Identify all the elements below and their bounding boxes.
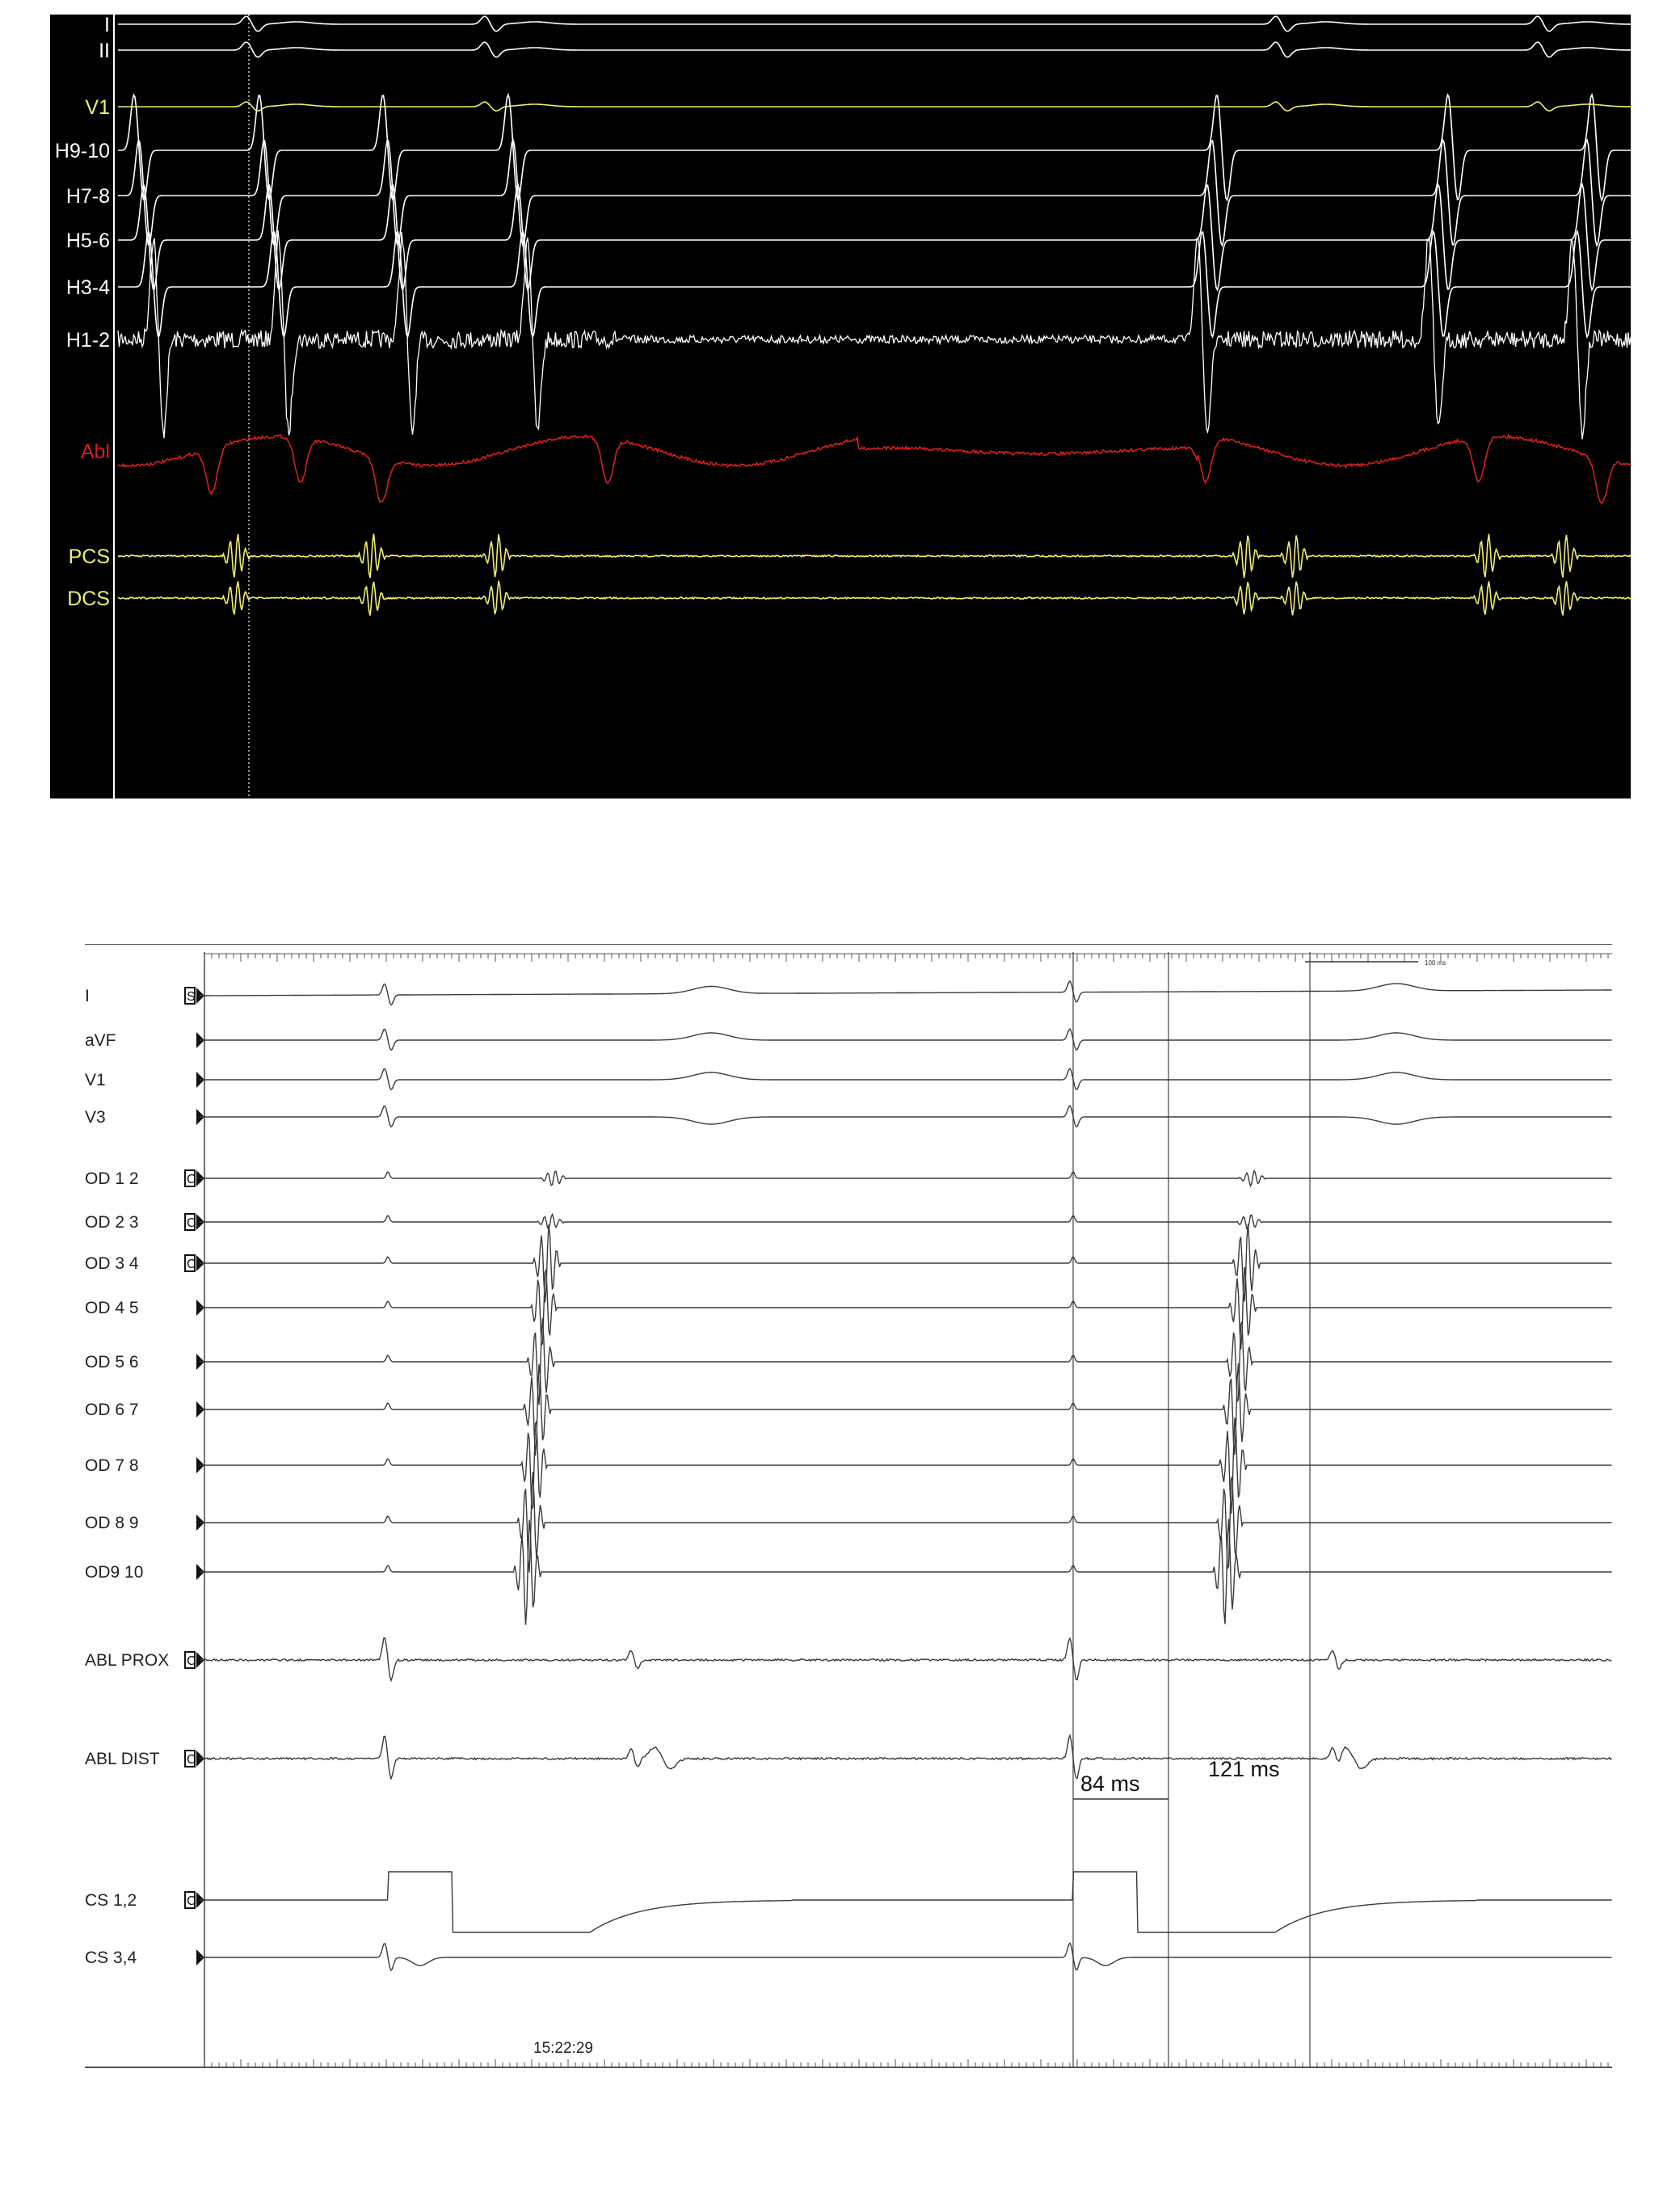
channel-label-dcs: DCS [67,588,110,610]
channel-label-od-3-4: OD 3 4 [85,1254,139,1273]
trace-h7-8 [118,140,1631,246]
channel-label-od-1-2: OD 1 2 [85,1169,139,1188]
channel-label-od9-10: OD9 10 [85,1563,144,1582]
trace-abl-dist [200,1735,1612,1779]
channel-label-cs-1-2: CS 1,2 [85,1891,137,1910]
trace-i [118,16,1631,32]
trace-v3 [200,1106,1612,1127]
channel-label-h3-4: H3-4 [65,276,110,299]
trace-avf [200,1029,1612,1050]
channel-marker-letter: S [187,990,196,1004]
measurement-label-121ms: 121 ms [1208,1757,1280,1781]
trace-abl-prox [200,1638,1612,1681]
trace-i [200,981,1612,1005]
channel-label-ii: II [99,40,110,62]
trace-cs-3-4 [200,1943,1612,1970]
measurement-label-84ms: 84 ms [1080,1772,1140,1796]
trace-h9-10 [118,95,1631,200]
channel-label-abl-prox: ABL PROX [85,1651,170,1670]
trace-abl [118,435,1631,503]
trace-od-7-8 [200,1418,1612,1514]
channel-marker-letter: C [187,1216,196,1230]
channel-marker-letter: C [187,1654,196,1668]
channel-label-od-4-5: OD 4 5 [85,1299,139,1317]
trace-od-5-6 [200,1318,1612,1405]
trace-od-3-4 [200,1224,1612,1303]
channel-label-od-6-7: OD 6 7 [85,1401,139,1419]
channel-label-h5-6: H5-6 [65,230,110,252]
channel-label-i: I [104,15,110,36]
electrogram-bottom-svg [77,944,1612,2075]
trace-od-4-5 [200,1267,1612,1350]
trace-od-8-9 [200,1472,1612,1572]
channel-label-cs-3-4: CS 3,4 [85,1949,137,1967]
channel-label-pcs: PCS [68,546,110,568]
channel-label-abl-dist: ABL DIST [85,1750,160,1768]
channel-label-h7-8: H7-8 [65,185,110,208]
electrogram-top-svg [50,15,1631,798]
trace-ii [118,42,1631,57]
trace-cs-1-2 [200,1872,1612,1932]
trace-od-2-3 [200,1215,1612,1230]
channel-marker-letter: C [187,1894,196,1908]
trace-h5-6 [118,184,1631,290]
trace-v1 [200,1068,1612,1089]
channel-label-h9-10: H9-10 [54,140,110,162]
channel-label-v3: V3 [85,1108,106,1127]
channel-marker-letter: C [187,1173,196,1186]
channel-label-od-8-9: OD 8 9 [85,1514,139,1532]
trace-od-6-7 [200,1363,1612,1456]
trace-h1-2 [118,230,1631,440]
channel-label-avf: aVF [85,1031,116,1050]
trace-pcs [118,533,1631,578]
channel-label-od-7-8: OD 7 8 [85,1456,139,1475]
channel-marker-letter: C [187,1258,196,1271]
channel-label-abl: Abl [80,440,110,463]
channel-label-v1: V1 [85,96,110,119]
channel-label-od-2-3: OD 2 3 [85,1213,139,1232]
trace-dcs [118,581,1631,616]
trace-h3-4 [118,231,1631,337]
trace-od-1-2 [200,1171,1612,1186]
channel-marker-letter: C [187,1753,196,1767]
trace-od9-10 [200,1519,1612,1624]
timestamp-label: 15:22:29 [533,2040,593,2057]
channel-label-v1: V1 [85,1071,106,1089]
channel-label-i: I [85,987,90,1005]
trace-v1 [118,102,1631,111]
electrogram-panel-top [50,15,1631,798]
channel-label-h1-2: H1-2 [65,329,110,352]
electrogram-panel-bottom [77,944,1612,2075]
channel-label-od-5-6: OD 5 6 [85,1353,139,1371]
scale-label: 100 ms [1425,959,1446,967]
